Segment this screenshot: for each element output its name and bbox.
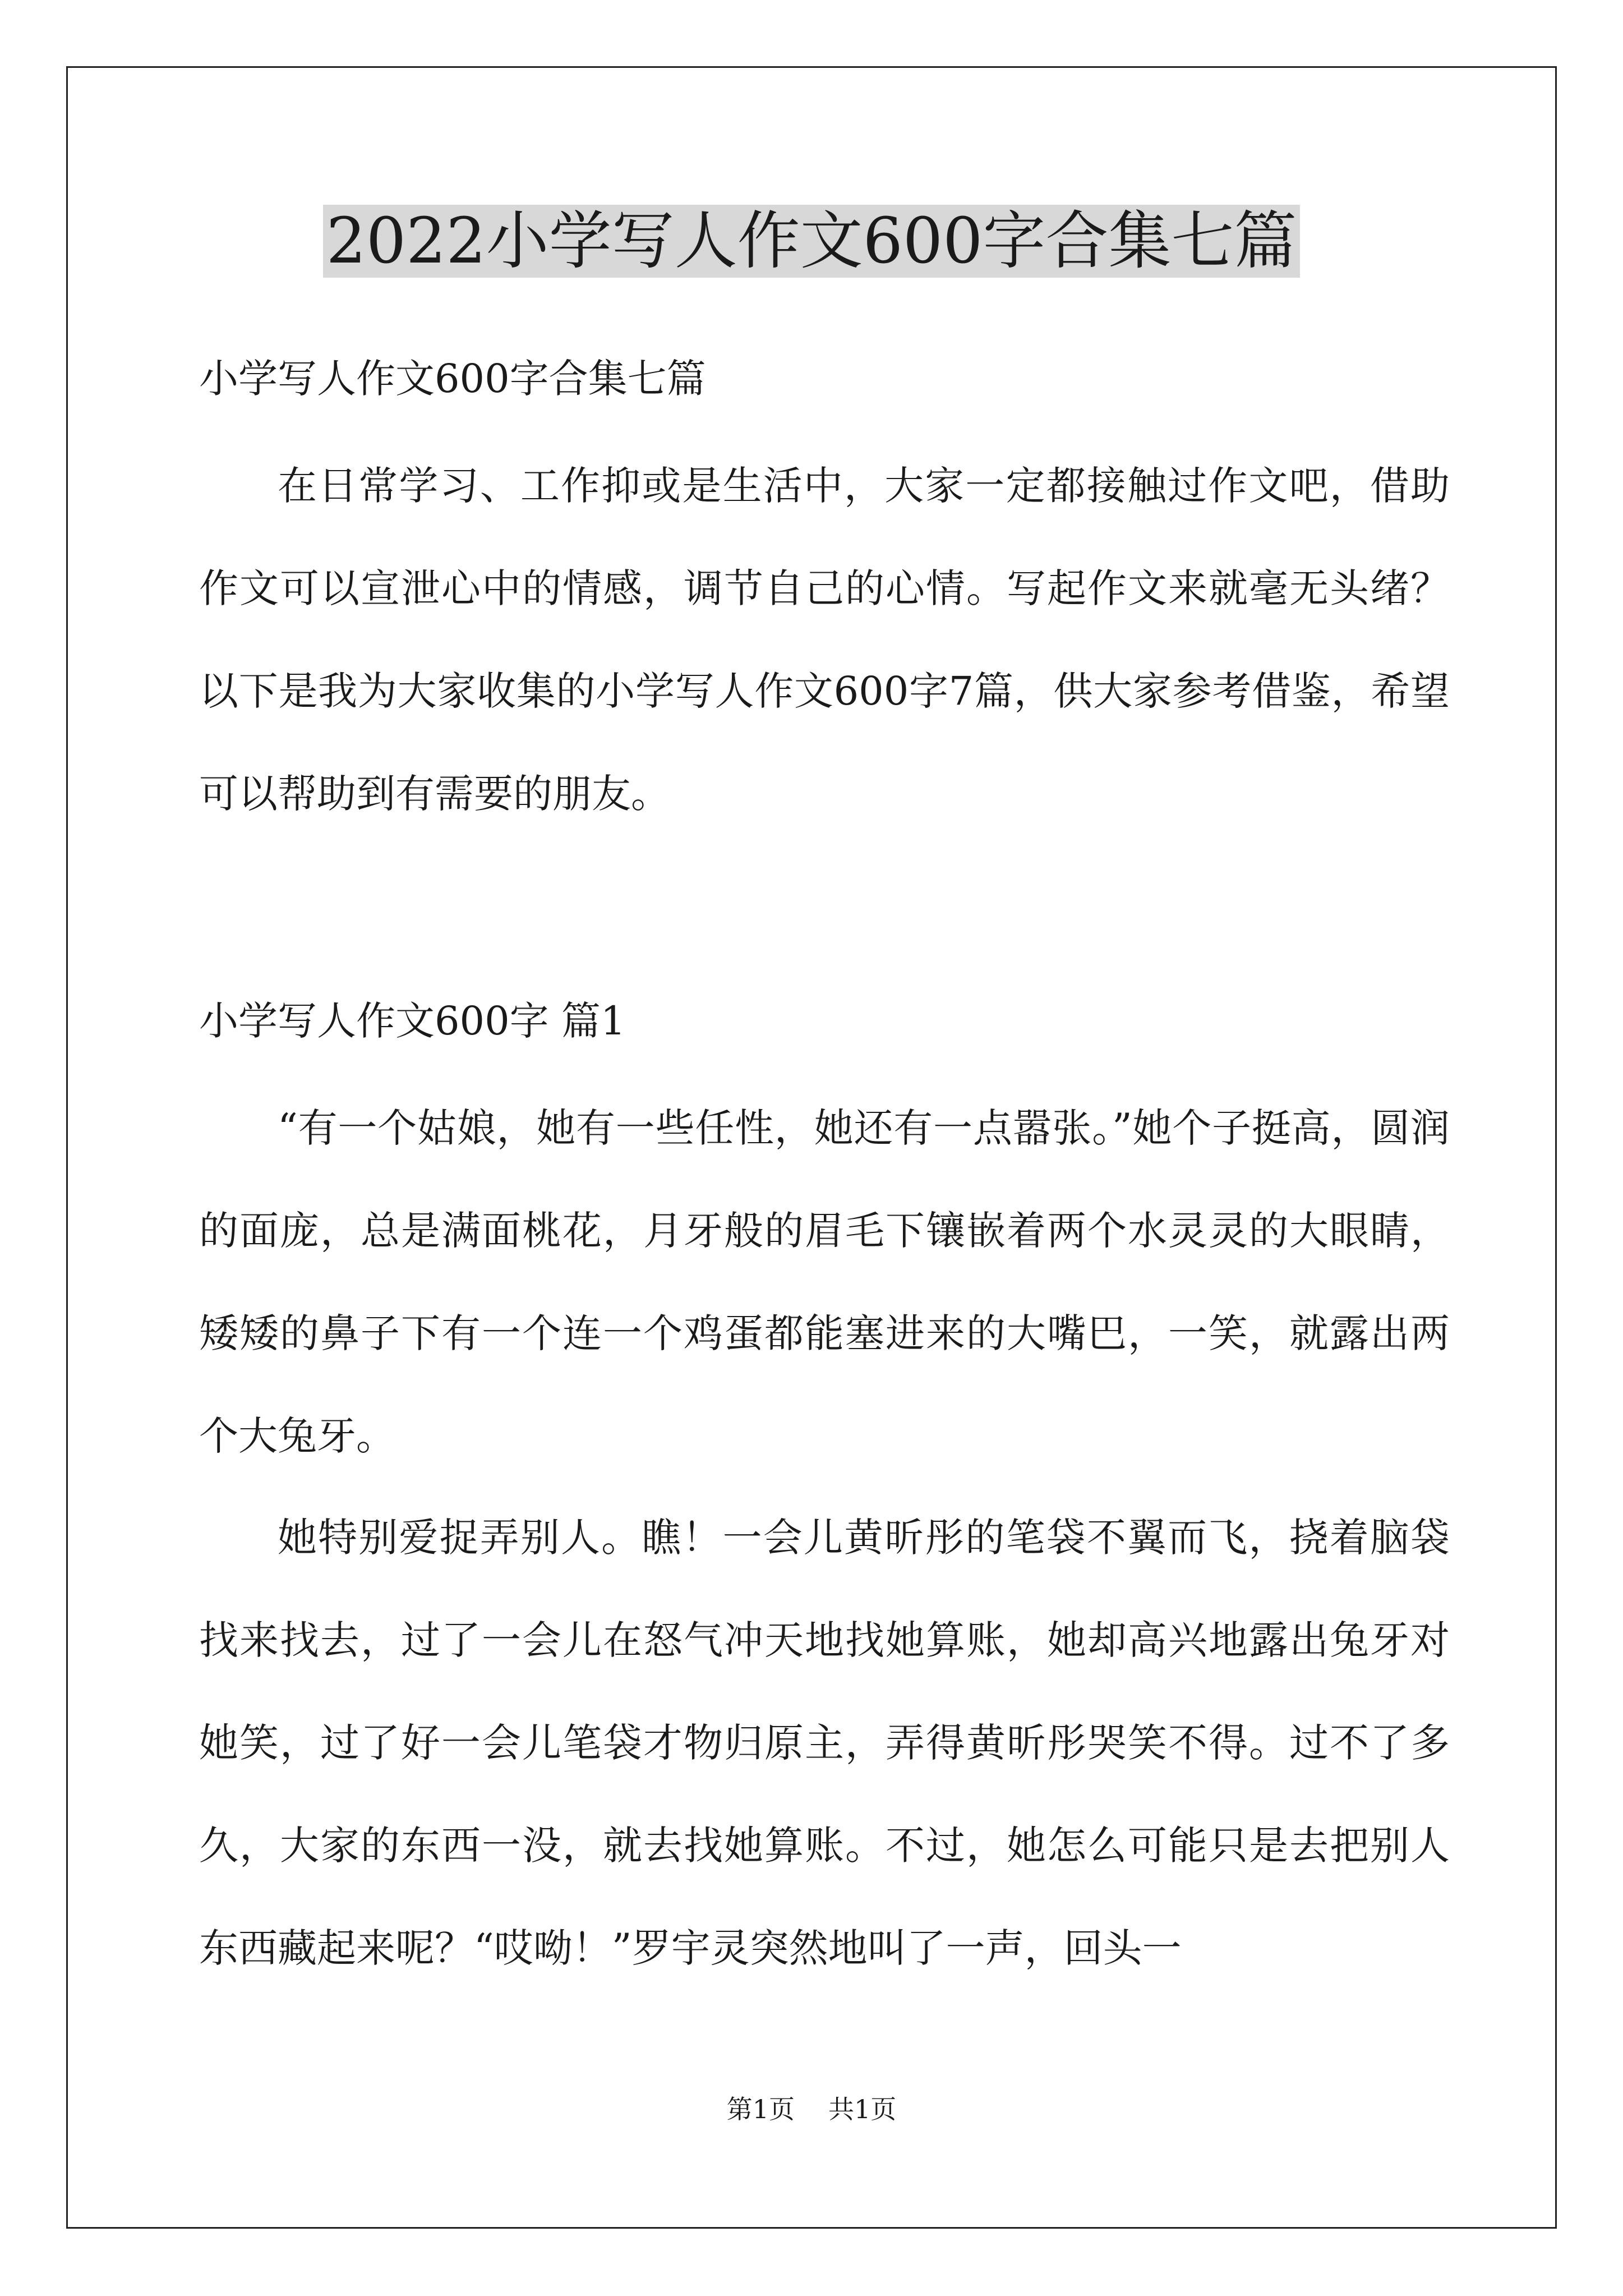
document-title-text: 2022小学写人作文600字合集七篇 [323, 205, 1301, 278]
document-title [0, 199, 1623, 283]
body-paragraph-2: 她特别爱捉弄别人。瞧！一会儿黄昕彤的笔袋不翼而飞，挠着脑袋找来找去，过了一会儿在怒气冲天地找她算账，她却高兴地露出兔牙对她笑，过了好一会儿笔袋才物归原主，弄得黄昕彤哭笑不得。过不了多久，大家的东西一没，就去找她算账。不过，她怎么可能只是去把别人东西藏起来呢？“哎呦！”罗宇灵突然地叫了一声，回头一 [199, 1515, 1450, 1971]
page-total: 共1页 [828, 2094, 897, 2124]
page-footer [0, 2092, 1623, 2126]
body-paragraph-1: “有一个姑娘，她有一些任性，她还有一点嚣张。”她个子挺高，圆润的面庞，总是满面桃花，月牙般的眉毛下镶嵌着两个水灵灵的大眼睛，矮矮的鼻子下有一个连一个鸡蛋都能塞进来的大嘴巴，一笑，就露出两个大兔牙。 [199, 1105, 1450, 1459]
document-subtitle: 小学写人作文600字合集七篇 [199, 356, 706, 402]
intro-paragraph: 在日常学习、工作抑或是生活中，大家一定都接触过作文吧，借助作文可以宣泄心中的情感，调节自己的心情。写起作文来就毫无头绪？以下是我为大家收集的小学写人作文600字7篇，供大家参考借鉴，希望可以帮助到有需要的朋友。 [199, 463, 1450, 817]
page-number: 第1页 [726, 2094, 795, 2124]
section-heading: 小学写人作文600字 篇1 [199, 998, 626, 1044]
